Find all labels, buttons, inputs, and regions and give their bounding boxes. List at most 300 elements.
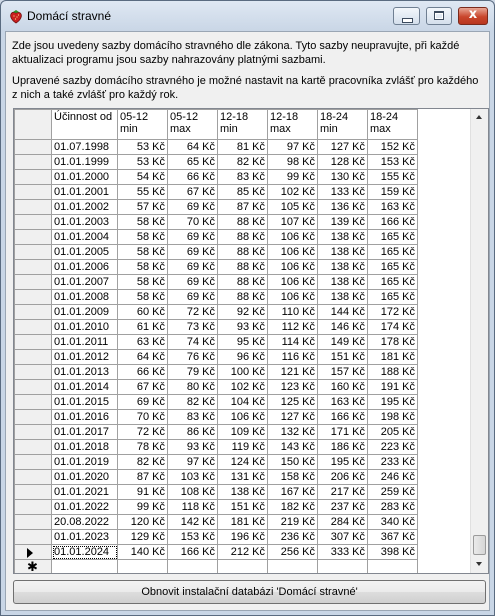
- cell-rate[interactable]: 82 Kč: [168, 395, 218, 410]
- cell-rate[interactable]: 160 Kč: [318, 380, 368, 395]
- cell-rate[interactable]: 158 Kč: [268, 470, 318, 485]
- cell-rate[interactable]: 54 Kč: [118, 170, 168, 185]
- info-text-1: [12, 39, 482, 67]
- cell-rate[interactable]: 93 Kč: [218, 320, 268, 335]
- cell-rate[interactable]: 307 Kč: [318, 530, 368, 545]
- cell-rate[interactable]: 108 Kč: [168, 485, 218, 500]
- cell-rate[interactable]: 166 Kč: [368, 215, 418, 230]
- table-row[interactable]: [15, 155, 418, 170]
- table-row[interactable]: [15, 485, 418, 500]
- cell-rate[interactable]: 181 Kč: [368, 350, 418, 365]
- cell-rate[interactable]: 165 Kč: [368, 230, 418, 245]
- table-row[interactable]: [15, 365, 418, 380]
- row-selector[interactable]: [15, 440, 52, 455]
- cell-rate[interactable]: 88 Kč: [218, 290, 268, 305]
- cell-rate[interactable]: 69 Kč: [168, 230, 218, 245]
- cell-rate[interactable]: 136 Kč: [318, 200, 368, 215]
- cell-effective-date[interactable]: 01.01.2012: [52, 350, 118, 365]
- cell-rate[interactable]: 69 Kč: [118, 395, 168, 410]
- cell-rate[interactable]: 205 Kč: [368, 425, 418, 440]
- column-header[interactable]: [368, 110, 418, 140]
- cell-rate[interactable]: 165 Kč: [368, 290, 418, 305]
- refresh-database-button[interactable]: Obnovit instalační databázi 'Domácí stravné': [13, 580, 486, 604]
- cell-rate[interactable]: 166 Kč: [318, 410, 368, 425]
- current-row-arrow-icon: [27, 548, 33, 558]
- cell-rate[interactable]: 138 Kč: [218, 485, 268, 500]
- cell-rate[interactable]: 191 Kč: [368, 380, 418, 395]
- column-header[interactable]: [268, 110, 318, 140]
- cell-rate[interactable]: 58 Kč: [118, 290, 168, 305]
- cell-rate[interactable]: 138 Kč: [318, 275, 368, 290]
- cell-rate[interactable]: 78 Kč: [118, 440, 168, 455]
- row-selector[interactable]: [15, 290, 52, 305]
- cell-rate[interactable]: 259 Kč: [368, 485, 418, 500]
- row-selector[interactable]: [15, 230, 52, 245]
- cell-rate[interactable]: 107 Kč: [268, 215, 318, 230]
- cell-rate[interactable]: 85 Kč: [218, 185, 268, 200]
- cell-rate[interactable]: 283 Kč: [368, 500, 418, 515]
- cell-rate[interactable]: 172 Kč: [368, 305, 418, 320]
- row-selector[interactable]: [15, 335, 52, 350]
- cell-rate[interactable]: 198 Kč: [368, 410, 418, 425]
- row-selector[interactable]: [15, 185, 52, 200]
- cell-rate[interactable]: 58 Kč: [118, 230, 168, 245]
- cell-rate[interactable]: 340 Kč: [368, 515, 418, 530]
- cell-rate[interactable]: 188 Kč: [368, 365, 418, 380]
- cell-rate[interactable]: 73 Kč: [168, 320, 218, 335]
- cell-rate[interactable]: 64 Kč: [168, 140, 218, 155]
- cell-rate[interactable]: 142 Kč: [168, 515, 218, 530]
- cell-effective-date[interactable]: 01.01.2009: [52, 305, 118, 320]
- cell-rate[interactable]: 63 Kč: [118, 335, 168, 350]
- cell-rate[interactable]: 153 Kč: [368, 155, 418, 170]
- table-row[interactable]: [15, 410, 418, 425]
- cell-effective-date[interactable]: 01.01.2002: [52, 200, 118, 215]
- cell-rate[interactable]: 55 Kč: [118, 185, 168, 200]
- column-header-line2: min: [320, 123, 338, 135]
- row-selector[interactable]: [15, 350, 52, 365]
- cell-rate[interactable]: 64 Kč: [118, 350, 168, 365]
- column-header-line1: 05-12: [120, 111, 149, 123]
- new-row-cell[interactable]: [118, 560, 168, 575]
- scroll-thumb[interactable]: [473, 535, 486, 555]
- cell-rate[interactable]: 165 Kč: [368, 275, 418, 290]
- cell-rate[interactable]: 58 Kč: [118, 215, 168, 230]
- column-header[interactable]: [318, 110, 368, 140]
- cell-rate[interactable]: 53 Kč: [118, 155, 168, 170]
- column-header-line1: Účinnost od: [54, 111, 113, 123]
- cell-rate[interactable]: 124 Kč: [218, 455, 268, 470]
- cell-rate[interactable]: 93 Kč: [168, 440, 218, 455]
- cell-rate[interactable]: 87 Kč: [218, 200, 268, 215]
- cell-effective-date[interactable]: 01.07.1998: [52, 140, 118, 155]
- row-selector[interactable]: [15, 425, 52, 440]
- cell-rate[interactable]: 163 Kč: [368, 200, 418, 215]
- cell-rate[interactable]: 67 Kč: [168, 185, 218, 200]
- cell-rate[interactable]: 88 Kč: [218, 230, 268, 245]
- cell-rate[interactable]: 125 Kč: [268, 395, 318, 410]
- cell-rate[interactable]: 81 Kč: [218, 140, 268, 155]
- cell-rate[interactable]: 91 Kč: [118, 485, 168, 500]
- cell-effective-date[interactable]: 01.01.2020: [52, 470, 118, 485]
- cell-rate[interactable]: 163 Kč: [318, 395, 368, 410]
- cell-rate[interactable]: 167 Kč: [268, 485, 318, 500]
- cell-rate[interactable]: 103 Kč: [168, 470, 218, 485]
- column-header-line1: 18-24: [370, 111, 399, 123]
- cell-rate[interactable]: 138 Kč: [318, 230, 368, 245]
- cell-rate[interactable]: 69 Kč: [168, 200, 218, 215]
- cell-rate[interactable]: 110 Kč: [268, 305, 318, 320]
- cell-effective-date[interactable]: 01.01.2022: [52, 500, 118, 515]
- row-selector[interactable]: [15, 245, 52, 260]
- cell-rate[interactable]: 92 Kč: [218, 305, 268, 320]
- table-row[interactable]: [15, 545, 418, 560]
- cell-rate[interactable]: 140 Kč: [118, 545, 168, 560]
- close-button[interactable]: [458, 7, 488, 25]
- chevron-down-icon: [476, 562, 482, 566]
- cell-rate[interactable]: 151 Kč: [318, 350, 368, 365]
- cell-rate[interactable]: 127 Kč: [318, 140, 368, 155]
- cell-rate[interactable]: 99 Kč: [118, 500, 168, 515]
- cell-rate[interactable]: 88 Kč: [218, 215, 268, 230]
- table-row[interactable]: [15, 215, 418, 230]
- table-row[interactable]: [15, 395, 418, 410]
- new-row-cell[interactable]: [368, 560, 418, 575]
- cell-rate[interactable]: 132 Kč: [268, 425, 318, 440]
- table-row[interactable]: [15, 425, 418, 440]
- cell-rate[interactable]: 256 Kč: [268, 545, 318, 560]
- cell-rate[interactable]: 182 Kč: [268, 500, 318, 515]
- cell-rate[interactable]: 106 Kč: [268, 230, 318, 245]
- cell-rate[interactable]: 223 Kč: [368, 440, 418, 455]
- row-selector[interactable]: [15, 260, 52, 275]
- table-row[interactable]: [15, 335, 418, 350]
- row-selector[interactable]: [15, 470, 52, 485]
- column-header[interactable]: [118, 110, 168, 140]
- cell-effective-date[interactable]: 01.01.2018: [52, 440, 118, 455]
- cell-rate[interactable]: 97 Kč: [268, 140, 318, 155]
- cell-rate[interactable]: 106 Kč: [268, 290, 318, 305]
- cell-rate[interactable]: 66 Kč: [118, 365, 168, 380]
- header-corner-cell[interactable]: [15, 110, 52, 140]
- column-header-line2: max: [270, 123, 291, 135]
- cell-rate[interactable]: 96 Kč: [218, 350, 268, 365]
- vertical-scrollbar[interactable]: [470, 109, 488, 573]
- cell-rate[interactable]: 58 Kč: [118, 275, 168, 290]
- cell-effective-date[interactable]: 01.01.2016: [52, 410, 118, 425]
- cell-rate[interactable]: 206 Kč: [318, 470, 368, 485]
- cell-rate[interactable]: 398 Kč: [368, 545, 418, 560]
- cell-rate[interactable]: 237 Kč: [318, 500, 368, 515]
- cell-rate[interactable]: 61 Kč: [118, 320, 168, 335]
- info-line-2: aktualizaci programu jsou sazby nahrazovány platnými sazbami.: [12, 54, 326, 66]
- new-row-selector[interactable]: [15, 560, 52, 575]
- row-selector[interactable]: [15, 485, 52, 500]
- column-header-line1: 05-12: [170, 111, 199, 123]
- cell-rate[interactable]: 69 Kč: [168, 260, 218, 275]
- row-selector[interactable]: [15, 215, 52, 230]
- grid-header-row: [15, 110, 418, 140]
- cell-effective-date[interactable]: 01.01.2019: [52, 455, 118, 470]
- cell-rate[interactable]: 69 Kč: [168, 275, 218, 290]
- cell-rate[interactable]: 95 Kč: [218, 335, 268, 350]
- cell-rate[interactable]: 178 Kč: [368, 335, 418, 350]
- cell-rate[interactable]: 133 Kč: [318, 185, 368, 200]
- table-row[interactable]: [15, 380, 418, 395]
- cell-rate[interactable]: 165 Kč: [368, 245, 418, 260]
- cell-rate[interactable]: 195 Kč: [368, 395, 418, 410]
- column-header-line2: min: [220, 123, 238, 135]
- cell-rate[interactable]: 116 Kč: [268, 350, 318, 365]
- cell-rate[interactable]: 159 Kč: [368, 185, 418, 200]
- cell-rate[interactable]: 87 Kč: [118, 470, 168, 485]
- cell-rate[interactable]: 74 Kč: [168, 335, 218, 350]
- cell-rate[interactable]: 83 Kč: [168, 410, 218, 425]
- table-row[interactable]: [15, 170, 418, 185]
- cell-rate[interactable]: 72 Kč: [168, 305, 218, 320]
- cell-rate[interactable]: 86 Kč: [168, 425, 218, 440]
- table-row[interactable]: [15, 440, 418, 455]
- cell-rate[interactable]: 195 Kč: [318, 455, 368, 470]
- cell-rate[interactable]: 131 Kč: [218, 470, 268, 485]
- row-selector[interactable]: [15, 140, 52, 155]
- cell-rate[interactable]: 181 Kč: [218, 515, 268, 530]
- cell-rate[interactable]: 138 Kč: [318, 260, 368, 275]
- row-selector[interactable]: [15, 275, 52, 290]
- cell-rate[interactable]: 129 Kč: [118, 530, 168, 545]
- cell-effective-date[interactable]: 01.01.2006: [52, 260, 118, 275]
- new-row-cell[interactable]: [218, 560, 268, 575]
- cell-rate[interactable]: 99 Kč: [268, 170, 318, 185]
- cell-rate[interactable]: 109 Kč: [218, 425, 268, 440]
- cell-rate[interactable]: 139 Kč: [318, 215, 368, 230]
- cell-effective-date[interactable]: 01.01.2014: [52, 380, 118, 395]
- cell-rate[interactable]: 58 Kč: [118, 260, 168, 275]
- table-row[interactable]: [15, 230, 418, 245]
- table-row[interactable]: [15, 305, 418, 320]
- cell-rate[interactable]: 123 Kč: [268, 380, 318, 395]
- row-selector[interactable]: [15, 395, 52, 410]
- cell-rate[interactable]: 246 Kč: [368, 470, 418, 485]
- cell-rate[interactable]: 102 Kč: [218, 380, 268, 395]
- row-selector[interactable]: [15, 530, 52, 545]
- row-selector[interactable]: [15, 365, 52, 380]
- cell-effective-date[interactable]: 01.01.2015: [52, 395, 118, 410]
- cell-rate[interactable]: 70 Kč: [118, 410, 168, 425]
- cell-rate[interactable]: 165 Kč: [368, 260, 418, 275]
- row-selector[interactable]: [15, 380, 52, 395]
- cell-rate[interactable]: 106 Kč: [268, 275, 318, 290]
- table-row[interactable]: [15, 530, 418, 545]
- cell-rate[interactable]: 236 Kč: [268, 530, 318, 545]
- cell-rate[interactable]: 106 Kč: [268, 260, 318, 275]
- dialog-client-area: [5, 31, 490, 611]
- cell-rate[interactable]: 69 Kč: [168, 290, 218, 305]
- cell-rate[interactable]: 60 Kč: [118, 305, 168, 320]
- cell-rate[interactable]: 114 Kč: [268, 335, 318, 350]
- cell-rate[interactable]: 144 Kč: [318, 305, 368, 320]
- table-row[interactable]: [15, 470, 418, 485]
- table-row[interactable]: [15, 515, 418, 530]
- cell-rate[interactable]: 150 Kč: [268, 455, 318, 470]
- row-selector[interactable]: [15, 200, 52, 215]
- cell-rate[interactable]: 65 Kč: [168, 155, 218, 170]
- new-row[interactable]: [15, 560, 418, 575]
- cell-rate[interactable]: 112 Kč: [268, 320, 318, 335]
- cell-effective-date[interactable]: 01.01.2005: [52, 245, 118, 260]
- table-row[interactable]: [15, 185, 418, 200]
- cell-rate[interactable]: 153 Kč: [168, 530, 218, 545]
- cell-rate[interactable]: 151 Kč: [218, 500, 268, 515]
- cell-rate[interactable]: 130 Kč: [318, 170, 368, 185]
- cell-effective-date[interactable]: 01.01.2004: [52, 230, 118, 245]
- cell-rate[interactable]: 217 Kč: [318, 485, 368, 500]
- cell-effective-date[interactable]: 01.01.1999: [52, 155, 118, 170]
- cell-rate[interactable]: 88 Kč: [218, 245, 268, 260]
- cell-rate[interactable]: 333 Kč: [318, 545, 368, 560]
- cell-rate[interactable]: 121 Kč: [268, 365, 318, 380]
- table-row[interactable]: [15, 260, 418, 275]
- cell-effective-date[interactable]: 01.01.2024: [52, 545, 118, 560]
- row-selector[interactable]: [15, 455, 52, 470]
- rates-grid[interactable]: [13, 108, 489, 574]
- cell-rate[interactable]: 166 Kč: [168, 545, 218, 560]
- cell-rate[interactable]: 155 Kč: [368, 170, 418, 185]
- title-bar[interactable]: [1, 1, 494, 31]
- cell-effective-date[interactable]: 01.01.2007: [52, 275, 118, 290]
- table-row[interactable]: [15, 500, 418, 515]
- cell-effective-date[interactable]: 01.01.2001: [52, 185, 118, 200]
- cell-rate[interactable]: 119 Kč: [218, 440, 268, 455]
- cell-rate[interactable]: 80 Kč: [168, 380, 218, 395]
- row-selector[interactable]: [15, 545, 52, 560]
- cell-effective-date[interactable]: 01.01.2010: [52, 320, 118, 335]
- cell-rate[interactable]: 97 Kč: [168, 455, 218, 470]
- table-row[interactable]: [15, 455, 418, 470]
- cell-rate[interactable]: 106 Kč: [268, 245, 318, 260]
- maximize-button[interactable]: [426, 7, 452, 25]
- table-row[interactable]: [15, 200, 418, 215]
- cell-rate[interactable]: 83 Kč: [218, 170, 268, 185]
- cell-rate[interactable]: 88 Kč: [218, 275, 268, 290]
- rates-table: [14, 109, 418, 574]
- cell-effective-date[interactable]: 01.01.2008: [52, 290, 118, 305]
- cell-effective-date[interactable]: 01.01.2021: [52, 485, 118, 500]
- strawberry-icon: [8, 8, 24, 24]
- cell-rate[interactable]: 79 Kč: [168, 365, 218, 380]
- cell-rate[interactable]: 284 Kč: [318, 515, 368, 530]
- cell-rate[interactable]: 174 Kč: [368, 320, 418, 335]
- cell-rate[interactable]: 58 Kč: [118, 245, 168, 260]
- cell-rate[interactable]: 138 Kč: [318, 245, 368, 260]
- cell-rate[interactable]: 138 Kč: [318, 290, 368, 305]
- table-row[interactable]: [15, 350, 418, 365]
- row-selector[interactable]: [15, 305, 52, 320]
- cell-rate[interactable]: 149 Kč: [318, 335, 368, 350]
- info-line-4: z nich a také zvlášť pro každý rok.: [12, 89, 179, 101]
- column-header[interactable]: [218, 110, 268, 140]
- cell-rate[interactable]: 105 Kč: [268, 200, 318, 215]
- cell-effective-date[interactable]: 01.01.2013: [52, 365, 118, 380]
- minimize-button[interactable]: [393, 7, 420, 25]
- row-selector[interactable]: [15, 155, 52, 170]
- cell-rate[interactable]: 66 Kč: [168, 170, 218, 185]
- table-row[interactable]: [15, 140, 418, 155]
- cell-rate[interactable]: 143 Kč: [268, 440, 318, 455]
- cell-effective-date[interactable]: 01.01.2023: [52, 530, 118, 545]
- scroll-up-button[interactable]: [471, 109, 488, 126]
- cell-rate[interactable]: 233 Kč: [368, 455, 418, 470]
- table-row[interactable]: [15, 320, 418, 335]
- cell-rate[interactable]: 106 Kč: [218, 410, 268, 425]
- column-header[interactable]: [52, 110, 118, 140]
- cell-rate[interactable]: 367 Kč: [368, 530, 418, 545]
- cell-rate[interactable]: 219 Kč: [268, 515, 318, 530]
- cell-effective-date[interactable]: 01.01.2017: [52, 425, 118, 440]
- new-row-cell[interactable]: [52, 560, 118, 575]
- row-selector[interactable]: [15, 515, 52, 530]
- cell-rate[interactable]: 146 Kč: [318, 320, 368, 335]
- cell-rate[interactable]: 128 Kč: [318, 155, 368, 170]
- cell-rate[interactable]: 118 Kč: [168, 500, 218, 515]
- cell-rate[interactable]: 98 Kč: [268, 155, 318, 170]
- cell-rate[interactable]: 157 Kč: [318, 365, 368, 380]
- new-row-cell[interactable]: [318, 560, 368, 575]
- cell-rate[interactable]: 76 Kč: [168, 350, 218, 365]
- row-selector[interactable]: [15, 410, 52, 425]
- row-selector[interactable]: [15, 500, 52, 515]
- cell-rate[interactable]: 120 Kč: [118, 515, 168, 530]
- cell-rate[interactable]: 186 Kč: [318, 440, 368, 455]
- cell-effective-date[interactable]: 01.01.2011: [52, 335, 118, 350]
- column-header-line2: max: [370, 123, 391, 135]
- cell-rate[interactable]: 127 Kč: [268, 410, 318, 425]
- table-row[interactable]: [15, 290, 418, 305]
- scroll-down-button[interactable]: [471, 556, 488, 573]
- table-row[interactable]: [15, 275, 418, 290]
- cell-rate[interactable]: 196 Kč: [218, 530, 268, 545]
- cell-effective-date[interactable]: 01.01.2003: [52, 215, 118, 230]
- cell-rate[interactable]: 53 Kč: [118, 140, 168, 155]
- cell-rate[interactable]: 171 Kč: [318, 425, 368, 440]
- cell-rate[interactable]: 67 Kč: [118, 380, 168, 395]
- new-row-cell[interactable]: [168, 560, 218, 575]
- new-row-asterisk-icon: ✱: [27, 559, 38, 574]
- cell-rate[interactable]: 57 Kč: [118, 200, 168, 215]
- cell-effective-date[interactable]: 01.01.2000: [52, 170, 118, 185]
- table-row[interactable]: [15, 245, 418, 260]
- column-header-line1: 12-18: [270, 111, 299, 123]
- new-row-cell[interactable]: [268, 560, 318, 575]
- cell-rate[interactable]: 104 Kč: [218, 395, 268, 410]
- row-selector[interactable]: [15, 170, 52, 185]
- info-text-2: [12, 74, 482, 102]
- cell-rate[interactable]: 102 Kč: [268, 185, 318, 200]
- info-line-1: Zde jsou uvedeny sazby domácího stravného dle zákona. Tyto sazby neupravujte, při každé: [12, 40, 460, 52]
- cell-rate[interactable]: 82 Kč: [118, 455, 168, 470]
- cell-rate[interactable]: 82 Kč: [218, 155, 268, 170]
- column-header[interactable]: [168, 110, 218, 140]
- cell-rate[interactable]: 152 Kč: [368, 140, 418, 155]
- cell-effective-date[interactable]: 20.08.2022: [52, 515, 118, 530]
- cell-rate[interactable]: 72 Kč: [118, 425, 168, 440]
- cell-rate[interactable]: 70 Kč: [168, 215, 218, 230]
- cell-rate[interactable]: 212 Kč: [218, 545, 268, 560]
- cell-rate[interactable]: 100 Kč: [218, 365, 268, 380]
- row-selector[interactable]: [15, 320, 52, 335]
- cell-rate[interactable]: 88 Kč: [218, 260, 268, 275]
- cell-rate[interactable]: 69 Kč: [168, 245, 218, 260]
